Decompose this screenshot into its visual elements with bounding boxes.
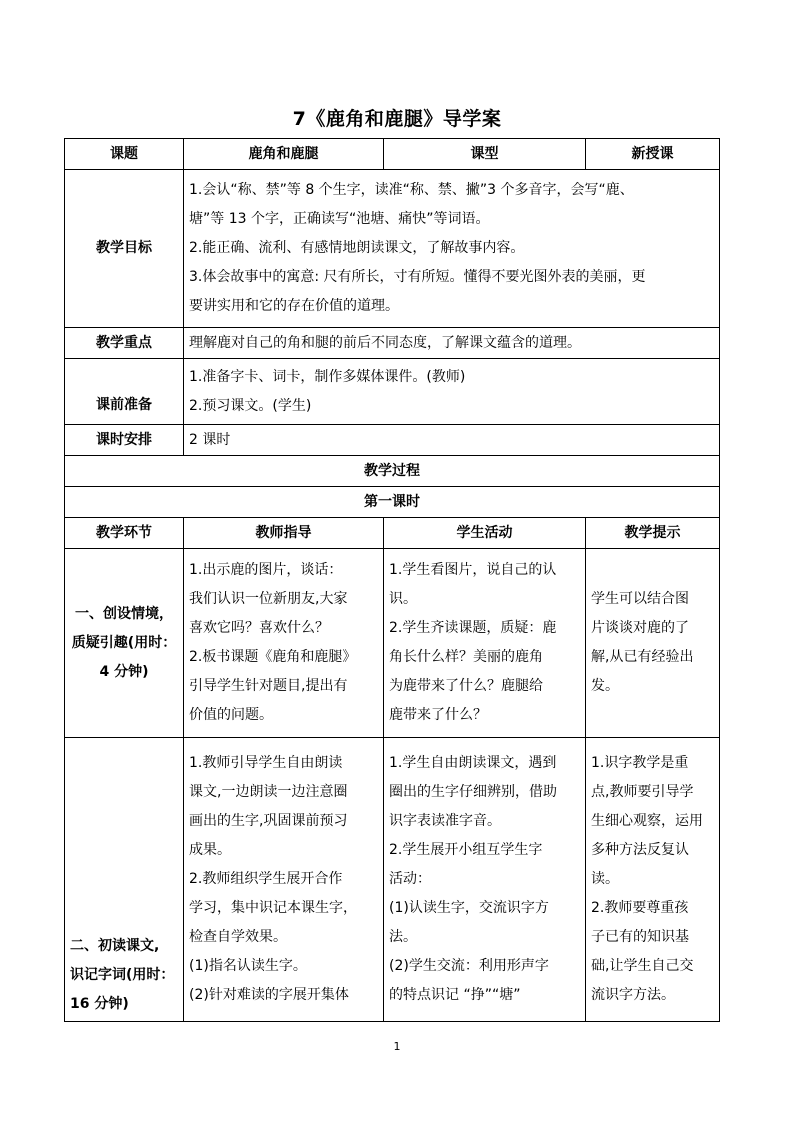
student-line: (2)学生交流：利用形声字 xyxy=(389,958,549,974)
student-line: 1.学生看图片，说自己的认 xyxy=(389,562,557,578)
student-line: 为鹿带来了什么？鹿腿给 xyxy=(389,678,543,694)
teacher-line: 学习，集中识记本课生字， xyxy=(189,900,357,916)
col-header-tips: 教学提示 xyxy=(586,518,720,549)
student-cell xyxy=(384,738,586,1022)
preparation-row xyxy=(65,359,720,425)
tips-line: 点,教师要引导学 xyxy=(591,784,694,800)
stage-line: 识记字词(用时： xyxy=(70,967,175,983)
stage-cell xyxy=(65,549,184,738)
tips-line: 生细心观察，运用 xyxy=(591,813,703,829)
teacher-line: 2.教师组织学生展开合作 xyxy=(189,871,343,887)
student-line: 圈出的生字仔细辨别，借助 xyxy=(389,784,557,800)
teacher-line: 课文,一边朗读一边注意圈 xyxy=(189,784,348,800)
document-title: 7《鹿角和鹿腿》导学案 xyxy=(292,108,502,130)
goals-label: 教学目标 xyxy=(65,170,184,328)
goals-row xyxy=(65,170,720,328)
type-value: 新授课 xyxy=(586,139,720,170)
teacher-line: 我们认识一位新朋友,大家 xyxy=(189,591,348,607)
student-line: 1.学生自由朗读课文，遇到 xyxy=(389,755,557,771)
teacher-cell xyxy=(184,738,384,1022)
tips-line: 发。 xyxy=(591,678,619,694)
preparation-line: 1.准备字卡、词卡，制作多媒体课件。(教师) xyxy=(189,368,466,385)
stage-line: 16 分钟) xyxy=(70,996,129,1012)
schedule-label: 课时安排 xyxy=(65,425,184,456)
teacher-line: 检查自学效果。 xyxy=(189,929,287,945)
tips-line: 2.教师要尊重孩 xyxy=(591,900,689,916)
student-line: 2.学生齐读课题，质疑：鹿 xyxy=(389,620,557,636)
topic-label: 课题 xyxy=(65,139,184,170)
teacher-line: 喜欢它吗？喜欢什么？ xyxy=(189,620,329,636)
tips-line: 解,从已有经验出 xyxy=(591,649,694,665)
teacher-line: 2.板书课题《鹿角和鹿腿》 xyxy=(189,649,357,665)
student-line: 活动： xyxy=(389,871,431,887)
tips-line: 础,让学生自己交 xyxy=(591,958,694,974)
tips-line: 子已有的知识基 xyxy=(591,929,689,945)
tips-line: 读。 xyxy=(591,871,619,887)
topic-value: 鹿角和鹿腿 xyxy=(184,139,384,170)
preparation-line: 2.预习课文。(学生) xyxy=(189,397,312,414)
preparation-label: 课前准备 xyxy=(65,359,184,425)
student-line: 法。 xyxy=(389,929,417,945)
student-line: 识字表读准字音。 xyxy=(389,813,501,829)
teacher-line: (1)指名认读生字。 xyxy=(189,958,307,974)
teacher-line: 1.出示鹿的图片，谈话： xyxy=(189,562,343,578)
teacher-line: 成果。 xyxy=(189,842,231,858)
goal-line: 要讲实用和它的存在价值的道理。 xyxy=(189,298,399,314)
col-header-teacher: 教师指导 xyxy=(184,518,384,549)
tips-line: 1.识字教学是重 xyxy=(591,755,689,771)
goal-line: 塘”等 13 个字，正确读写“池塘、痛快”等词语。 xyxy=(189,211,490,227)
schedule-value: 2 课时 xyxy=(184,425,720,456)
col-header-student: 学生活动 xyxy=(384,518,586,549)
process-title: 教学过程 xyxy=(65,456,720,487)
tips-line: 学生可以结合图 xyxy=(591,591,689,607)
lesson-plan-table xyxy=(64,138,720,1022)
stage-line: 一、创设情境， xyxy=(75,605,173,622)
stage-line: 二、初读课文, xyxy=(70,938,160,954)
student-line: 的特点识记 “挣”“塘” xyxy=(389,987,521,1003)
type-label: 课型 xyxy=(384,139,586,170)
stage-row xyxy=(65,549,720,738)
key-points-row xyxy=(65,328,720,359)
student-cell xyxy=(384,549,586,738)
goal-line: 2.能正确、流利、有感情地朗读课文，了解故事内容。 xyxy=(189,240,525,256)
schedule-row xyxy=(65,425,720,456)
page-number: 1 xyxy=(393,1040,401,1053)
student-line: (1)认读生字，交流识字方 xyxy=(389,900,549,916)
lesson-title: 第一课时 xyxy=(65,487,720,518)
stage-row xyxy=(65,738,720,1022)
process-title-row xyxy=(65,456,720,487)
teacher-line: 价值的问题。 xyxy=(189,707,273,723)
tips-line: 片谈谈对鹿的了 xyxy=(591,620,689,636)
tips-cell xyxy=(586,549,720,738)
stage-line: 4 分钟) xyxy=(99,663,149,680)
key-points-label: 教学重点 xyxy=(65,328,184,359)
teacher-line: 1.教师引导学生自由朗读 xyxy=(189,755,343,771)
key-points-text: 理解鹿对自己的角和腿的前后不同态度，了解课文蕴含的道理。 xyxy=(184,328,720,359)
teacher-line: (2)针对难读的字展开集体 xyxy=(189,987,349,1003)
teacher-line: 画出的生字,巩固课前预习 xyxy=(189,813,348,829)
stage-cell xyxy=(65,738,184,1022)
topic-row xyxy=(65,139,720,170)
teacher-line: 引导学生针对题目,提出有 xyxy=(189,678,348,694)
stage-line: 质疑引趣(用时： xyxy=(71,634,177,651)
column-header-row xyxy=(65,518,720,549)
goal-line: 1.会认“称、禁”等 8 个生字，读准“称、禁、撇”3 个多音字，会写“鹿、 xyxy=(189,182,634,198)
student-line: 2.学生展开小组互学生字 xyxy=(389,842,543,858)
col-header-stage: 教学环节 xyxy=(65,518,184,549)
student-line: 角长什么样？美丽的鹿角 xyxy=(389,649,543,665)
goals-content xyxy=(184,170,720,328)
tips-line: 流识字方法。 xyxy=(591,987,675,1003)
tips-cell xyxy=(586,738,720,1022)
student-line: 鹿带来了什么？ xyxy=(389,707,487,723)
goal-line: 3.体会故事中的寓意: 尺有所长，寸有所短。懂得不要光图外表的美丽，更 xyxy=(189,269,646,285)
lesson-title-row xyxy=(65,487,720,518)
preparation-content xyxy=(184,359,720,425)
tips-line: 多种方法反复认 xyxy=(591,842,689,858)
teacher-cell xyxy=(184,549,384,738)
student-line: 识。 xyxy=(389,591,417,607)
